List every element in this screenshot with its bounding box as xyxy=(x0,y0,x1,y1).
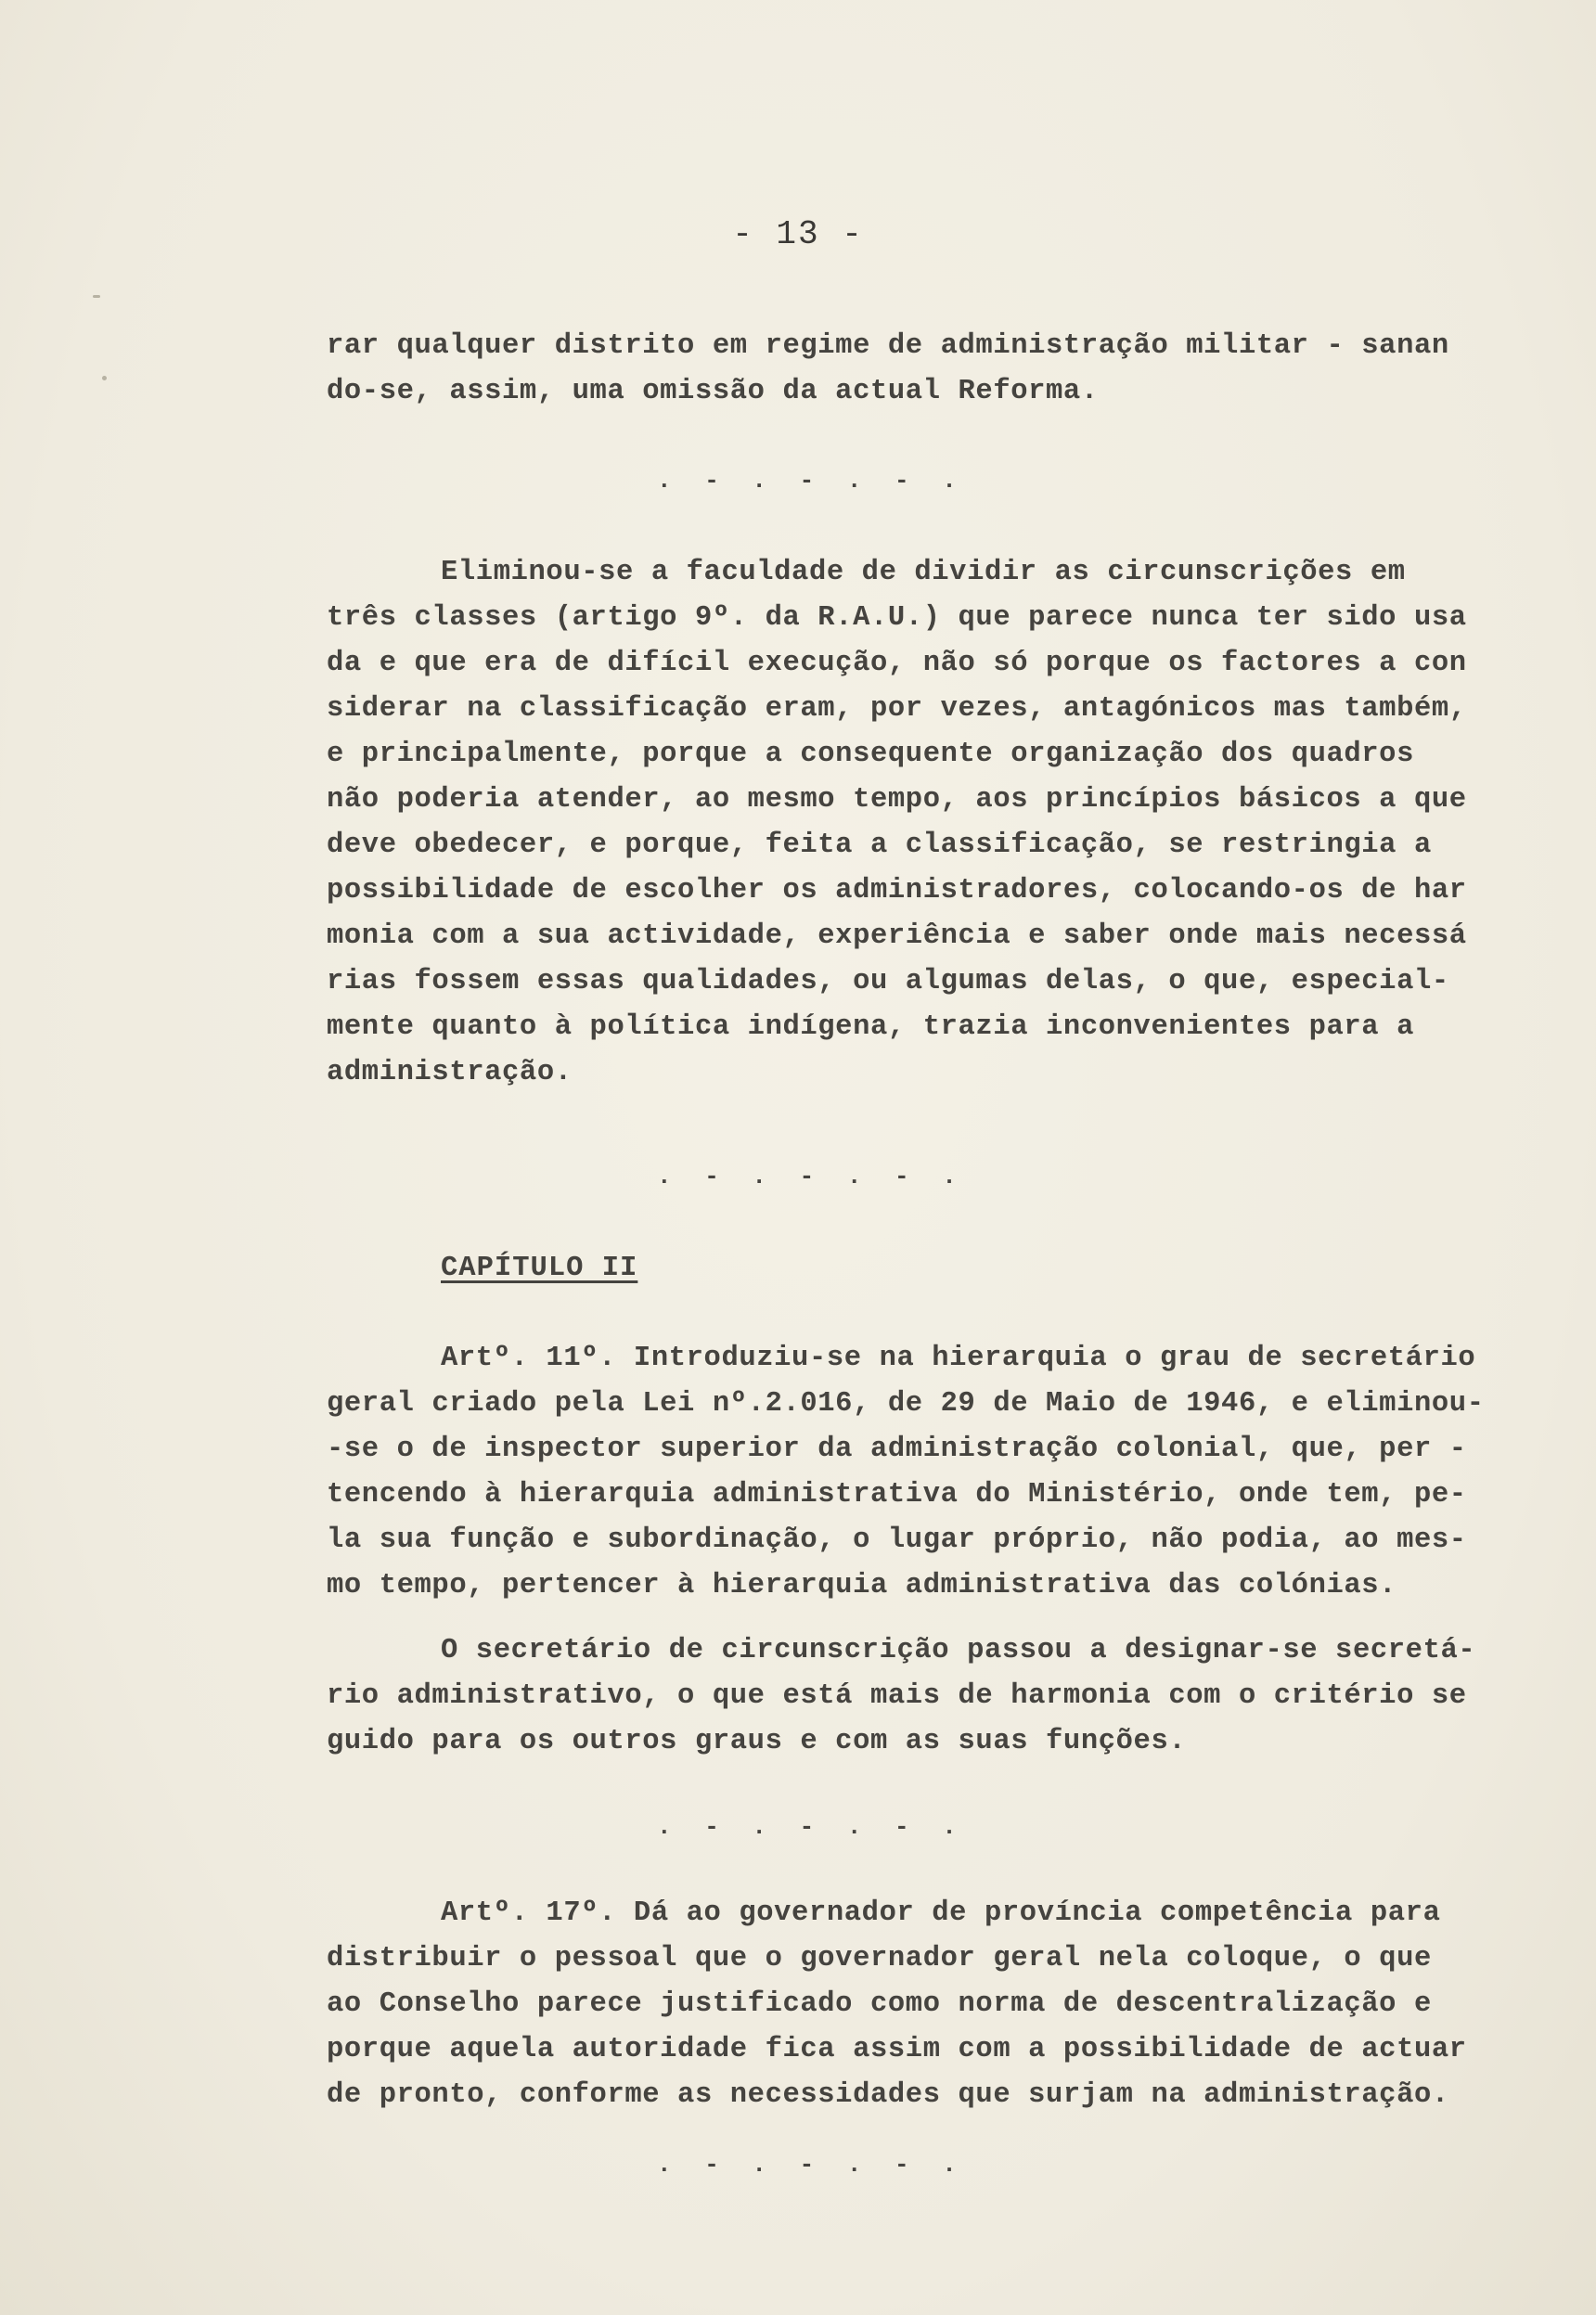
text-line: distribuir o pessoal que o governador geral nela coloque, o que xyxy=(327,1943,1432,1974)
text-line: geral criado pela Lei nº.2.016, de 29 de Maio de 1946, e eliminou- xyxy=(327,1388,1485,1420)
section-separator: . - . - . - . xyxy=(657,2151,966,2179)
text-line: Artº. 11º. Introduziu-se na hierarquia o grau de secretário xyxy=(441,1343,1476,1374)
text-line: possibilidade de escolher os administradores, colocando-os de har xyxy=(327,875,1467,907)
text-line: e principalmente, porque a consequente organização dos quadros xyxy=(327,739,1414,770)
paper-mark xyxy=(102,376,107,380)
paper-mark xyxy=(93,295,100,298)
page-number: - 13 - xyxy=(732,215,864,253)
chapter-heading: CAPÍTULO II xyxy=(441,1253,638,1284)
text-line: O secretário de circunscrição passou a designar-se secretá- xyxy=(441,1635,1476,1666)
text-line: porque aquela autoridade fica assim com a possibilidade de actuar xyxy=(327,2034,1467,2065)
text-line: administração. xyxy=(327,1057,573,1088)
text-line: mo tempo, pertencer à hierarquia administrativa das colónias. xyxy=(327,1570,1397,1601)
section-separator: . - . - . - . xyxy=(657,467,966,495)
text-line: mente quanto à política indígena, trazia inconvenientes para a xyxy=(327,1011,1414,1043)
text-line: rias fossem essas qualidades, ou algumas delas, o que, especial- xyxy=(327,966,1449,997)
text-line: -se o de inspector superior da administração colonial, que, per - xyxy=(327,1434,1467,1465)
text-line: três classes (artigo 9º. da R.A.U.) que parece nunca ter sido usa xyxy=(327,602,1467,634)
text-line: rio administrativo, o que está mais de harmonia com o critério se xyxy=(327,1680,1467,1712)
text-line: Artº. 17º. Dá ao governador de província competência para xyxy=(441,1897,1441,1929)
text-line: monia com a sua actividade, experiência e saber onde mais necessá xyxy=(327,920,1467,952)
text-line: de pronto, conforme as necessidades que surjam na administração. xyxy=(327,2079,1449,2111)
section-separator: . - . - . - . xyxy=(657,1163,966,1190)
text-line: tencendo à hierarquia administrativa do Ministério, onde tem, pe- xyxy=(327,1479,1467,1511)
text-line: rar qualquer distrito em regime de administração militar - sanan xyxy=(327,330,1449,362)
section-separator: . - . - . - . xyxy=(657,1813,966,1841)
text-line: Eliminou-se a faculdade de dividir as circunscrições em xyxy=(441,557,1406,588)
text-line: não poderia atender, ao mesmo tempo, aos princípios básicos a que xyxy=(327,784,1467,816)
text-line: da e que era de difícil execução, não só porque os factores a con xyxy=(327,648,1467,679)
text-line: do-se, assim, uma omissão da actual Reforma. xyxy=(327,376,1099,407)
text-line: deve obedecer, e porque, feita a classificação, se restringia a xyxy=(327,830,1432,861)
text-line: siderar na classificação eram, por vezes, antagónicos mas também, xyxy=(327,693,1467,725)
text-line: guido para os outros graus e com as suas funções. xyxy=(327,1726,1187,1757)
text-line: ao Conselho parece justificado como norma de descentralização e xyxy=(327,1988,1432,2020)
text-line: la sua função e subordinação, o lugar próprio, não podia, ao mes- xyxy=(327,1524,1467,1556)
